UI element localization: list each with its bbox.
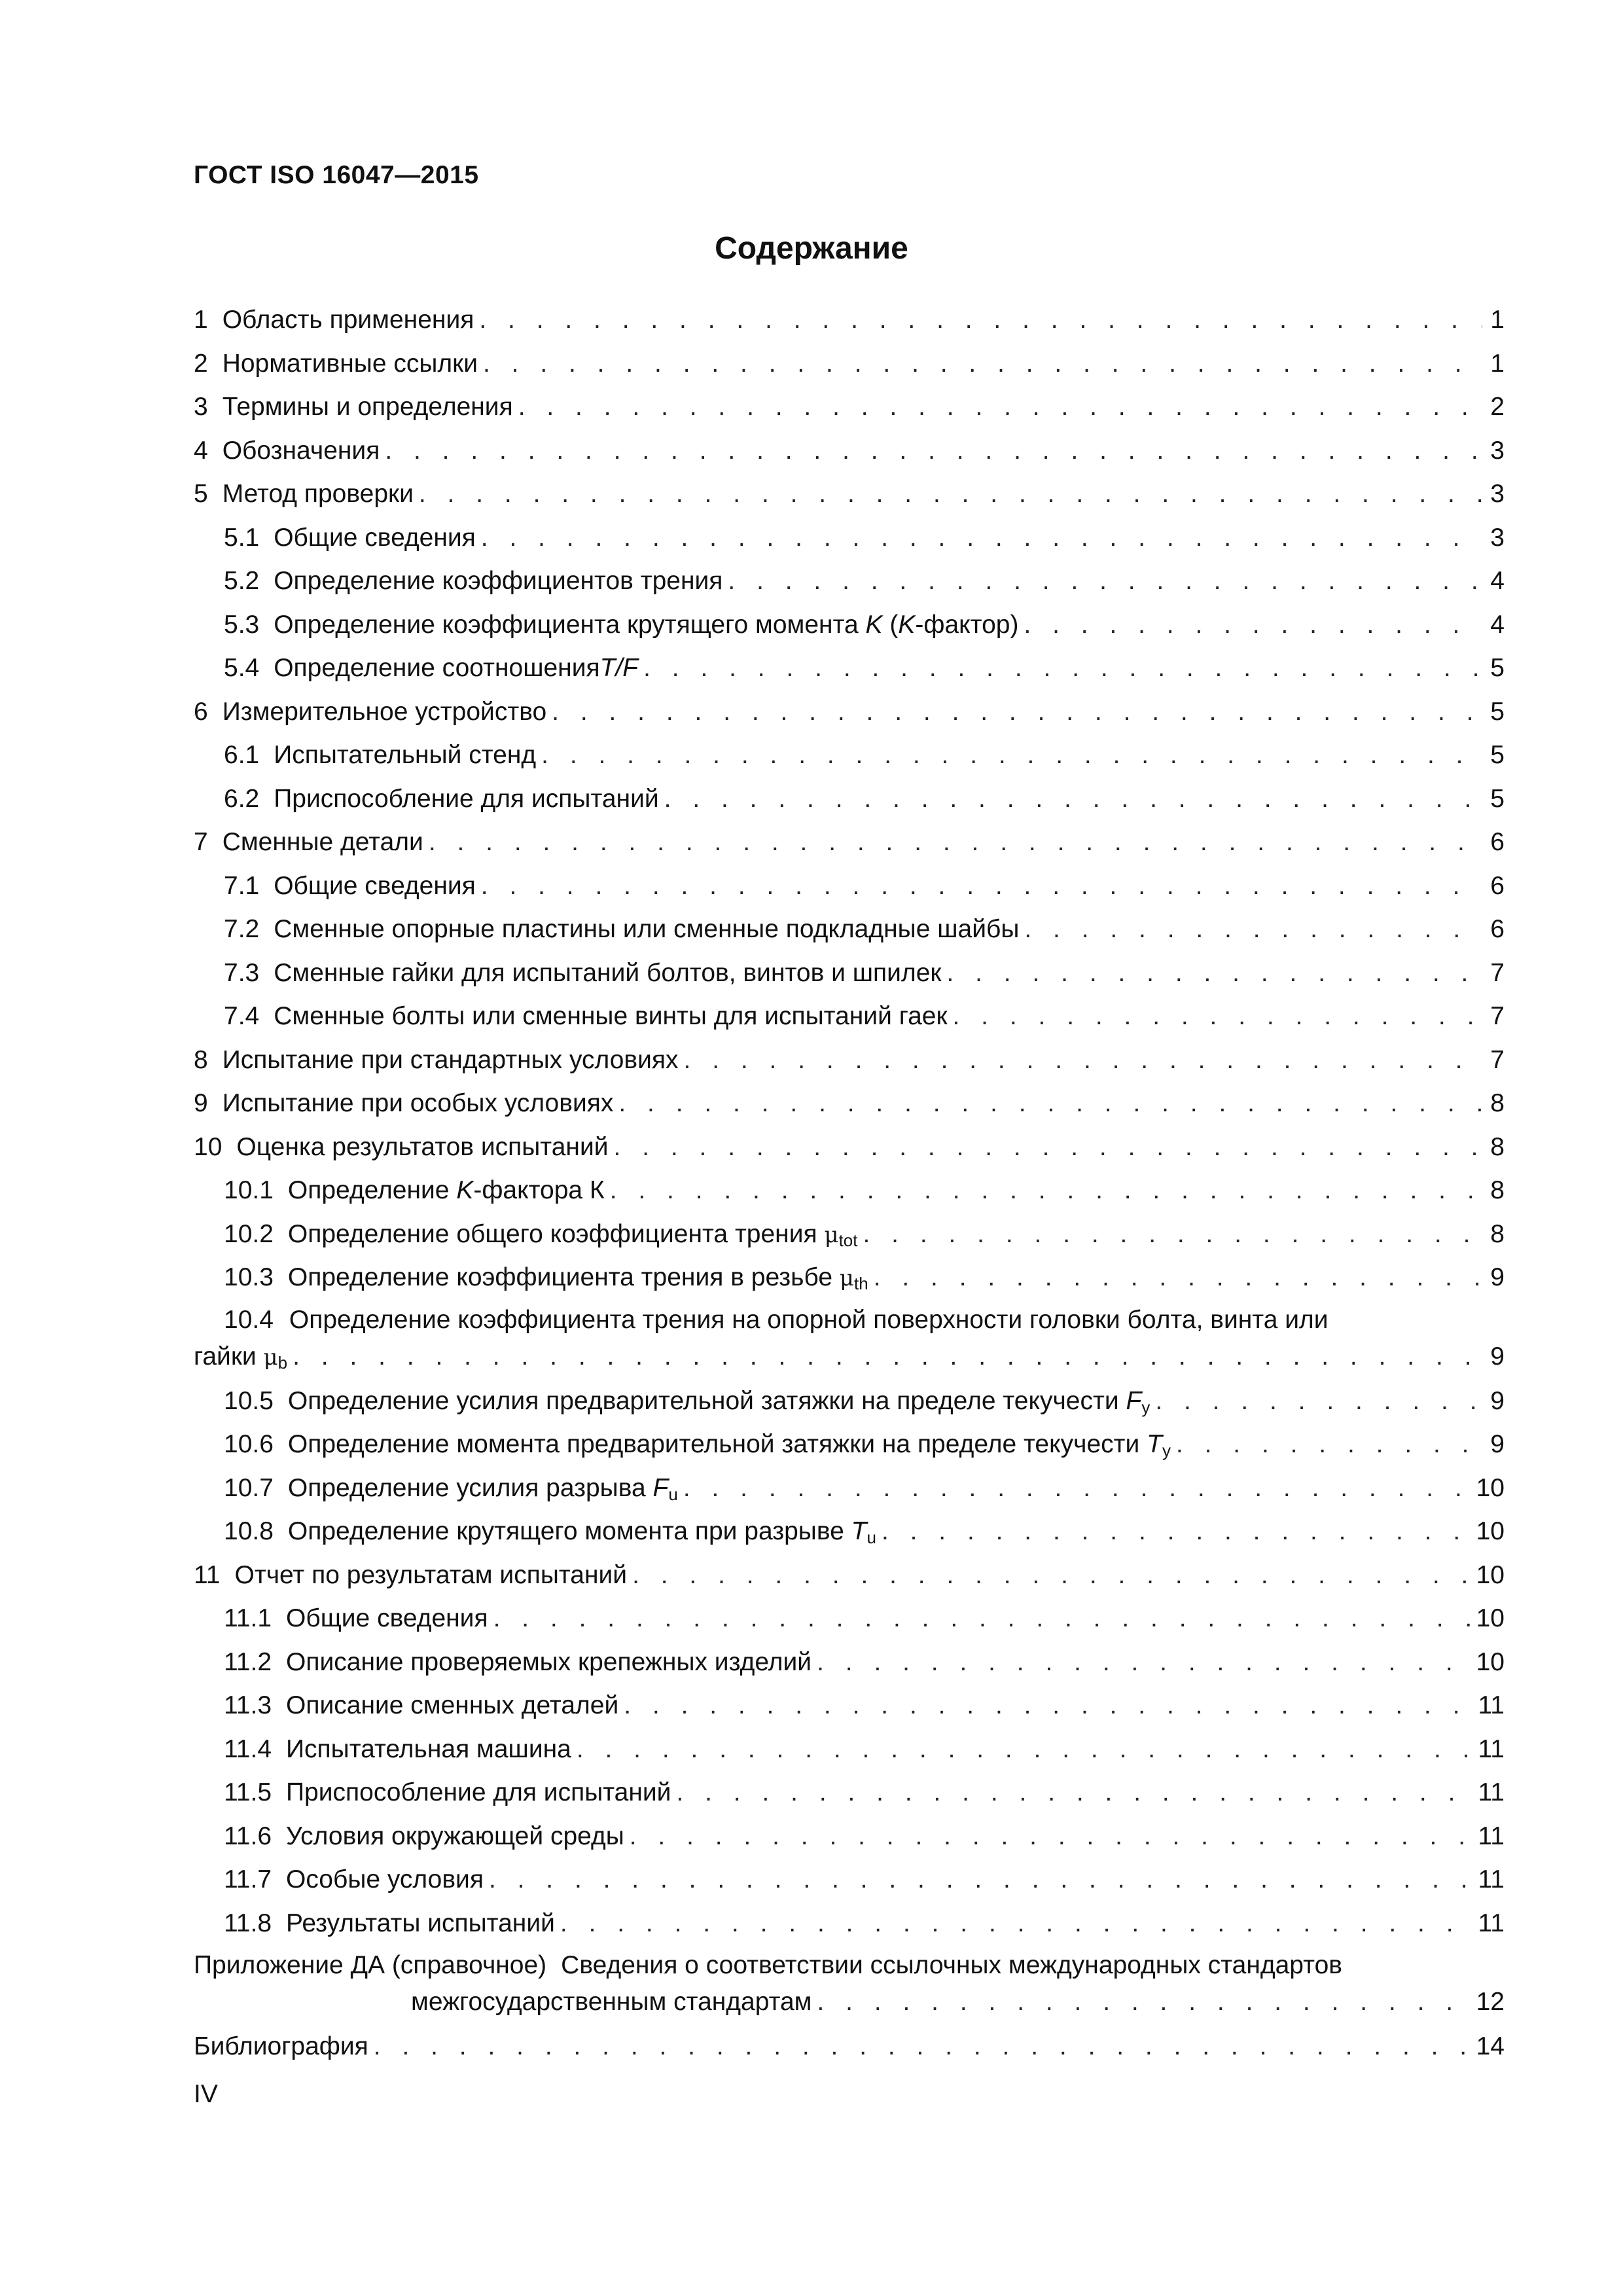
toc-entry-11-8[interactable] [194, 1904, 1505, 1948]
dot-leader [374, 2027, 1474, 2066]
dot-leader [1024, 605, 1482, 645]
toc-entry-5-3[interactable] [194, 605, 1505, 649]
toc-title-part: гайки [194, 1342, 264, 1371]
dot-leader [610, 1171, 1482, 1210]
toc-number: 10.4 [224, 1305, 274, 1334]
subscript: u [866, 1528, 876, 1547]
toc-title-part: Определение усилия предварительной затяжки на пределе текучести [287, 1386, 1126, 1415]
dot-leader [419, 475, 1482, 514]
dot-leader [1155, 1382, 1482, 1421]
dot-leader [728, 562, 1482, 601]
toc-number: 11.3 [224, 1691, 272, 1719]
toc-page: 11 [1478, 1821, 1505, 1850]
dot-leader [874, 1258, 1482, 1297]
dot-leader [863, 1215, 1483, 1254]
toc-number: 8 [194, 1045, 208, 1074]
dot-leader [684, 1041, 1482, 1080]
toc-page: 11 [1478, 1865, 1505, 1893]
dot-leader [664, 780, 1482, 819]
dot-leader [541, 736, 1482, 775]
toc-title: Приспособление для испытаний [274, 784, 659, 813]
toc-title: Сменные болты или сменные винты для испытаний гаек [274, 1002, 948, 1030]
toc-number: 5.4 [224, 654, 260, 682]
dot-leader [518, 387, 1482, 427]
toc-page: 10 [1476, 1517, 1505, 1545]
toc-title-part: Определение крутящего момента при разрыве [287, 1517, 851, 1545]
toc-title [274, 649, 638, 688]
dot-leader [1176, 1425, 1482, 1464]
symbol-mu: μ [263, 1344, 278, 1371]
toc-title: Библиография [194, 2032, 368, 2060]
toc-title-part: Определение коэффициента трения в резьбе [287, 1263, 840, 1291]
toc-page: 7 [1490, 1002, 1505, 1030]
toc-page: 4 [1490, 567, 1505, 595]
toc-title: Определение коэффициентов трения [274, 567, 723, 595]
dot-leader [676, 1773, 1475, 1812]
symbol-f: F [622, 654, 639, 682]
toc-title-part: / [615, 654, 623, 682]
toc-entry-10-7[interactable] [194, 1469, 1505, 1513]
toc-number: 7 [194, 828, 208, 856]
toc-page: 5 [1490, 784, 1505, 813]
toc-title-part: ( [882, 610, 899, 639]
toc-entry-7-2[interactable] [194, 910, 1505, 954]
toc-page: 5 [1490, 697, 1505, 726]
toc-entry-appendix-da[interactable] [194, 1947, 1505, 2027]
toc-entry-3[interactable] [194, 387, 1505, 431]
toc-title [288, 1258, 868, 1303]
toc-entry-5-2[interactable] [194, 562, 1505, 605]
toc-number: 10.8 [224, 1517, 274, 1545]
toc-page: 11 [1478, 1691, 1505, 1719]
dot-leader [577, 1730, 1476, 1769]
toc-entry-11-2[interactable] [194, 1643, 1505, 1687]
toc-page: 1 [1490, 349, 1505, 378]
toc-page: 12 [1476, 1988, 1505, 2016]
toc-title: Определение коэффициента трения на опорной поверхности головки болта, винта или [289, 1305, 1329, 1334]
toc-title [288, 1469, 678, 1514]
toc-title-part: -фактор) [915, 610, 1019, 639]
toc-entry-5[interactable] [194, 475, 1505, 518]
toc-title: Сменные опорные пластины или сменные подкладные шайбы [274, 915, 1020, 943]
toc-title: Оценка результатов испытаний [236, 1132, 609, 1161]
symbol-k: K [865, 610, 883, 639]
toc-number: 6.1 [224, 741, 260, 769]
dot-leader [614, 1128, 1482, 1167]
dot-leader [632, 1556, 1474, 1595]
toc-title [288, 1382, 1150, 1427]
symbol-t: T [599, 654, 616, 682]
subscript: u [668, 1484, 678, 1504]
toc-entry-7[interactable] [194, 823, 1505, 867]
dot-leader [1024, 910, 1482, 949]
dot-leader [493, 1599, 1474, 1638]
toc-number: 5.2 [224, 567, 260, 595]
toc-entry-11-6[interactable] [194, 1817, 1505, 1861]
toc-number: 7.4 [224, 1002, 260, 1030]
toc-title-part: Определение усилия разрыва [287, 1473, 653, 1502]
dot-leader [683, 1469, 1474, 1508]
toc-title: Нормативные ссылки [222, 349, 478, 378]
toc-title: Особые условия [286, 1865, 484, 1893]
toc-number: 6 [194, 697, 208, 726]
toc-number: 5.1 [224, 523, 260, 552]
toc-page: 6 [1490, 828, 1505, 856]
toc-number: 6.2 [224, 784, 260, 813]
toc-title: Сменные гайки для испытаний болтов, винтов и шпилек [274, 958, 942, 987]
toc-entry-10[interactable] [194, 1128, 1505, 1172]
toc-title: Обозначения [222, 436, 380, 465]
toc-number: 10.1 [224, 1176, 274, 1204]
toc-page: 8 [1490, 1089, 1505, 1117]
toc-page: 10 [1476, 1560, 1505, 1589]
symbol-t: T [1147, 1430, 1162, 1458]
toc-number: 4 [194, 436, 208, 465]
toc-entry-6-2[interactable] [194, 780, 1505, 823]
toc-title: Метод проверки [222, 480, 414, 508]
toc-title: Испытательный стенд [274, 741, 537, 769]
toc-page: 10 [1476, 1604, 1505, 1632]
toc-entry-11-4[interactable] [194, 1730, 1505, 1774]
dot-leader [489, 1860, 1476, 1899]
symbol-t: T [851, 1517, 867, 1545]
toc-entry-8[interactable] [194, 1041, 1505, 1085]
toc-number: 10.6 [224, 1430, 274, 1458]
subscript: tot [838, 1230, 858, 1250]
subscript: y [1141, 1397, 1150, 1417]
appendix-title-continued: межгосударственным стандартам [411, 1988, 812, 2016]
toc-entry-10-2[interactable] [194, 1215, 1505, 1259]
toc-number: 11.2 [224, 1647, 272, 1676]
toc-entry-11-1[interactable] [194, 1599, 1505, 1643]
toc-title [274, 605, 1018, 645]
dot-leader [817, 1643, 1474, 1682]
toc-title-part: Определение момента предварительной затяжки на пределе текучести [287, 1430, 1147, 1458]
toc-entry-11-7[interactable] [194, 1860, 1505, 1904]
toc-page: 6 [1490, 871, 1505, 900]
dot-leader [643, 649, 1482, 688]
dot-leader [481, 518, 1482, 558]
toc-title: Общие сведения [274, 523, 476, 552]
subscript: b [277, 1352, 288, 1372]
toc-title: Описание сменных деталей [286, 1691, 619, 1719]
toc-number: 11.1 [224, 1604, 272, 1632]
toc-title-part: Определение соотношения [274, 654, 600, 682]
toc-number: 11 [194, 1560, 221, 1589]
subscript: y [1162, 1441, 1171, 1460]
toc-page: 9 [1490, 1386, 1505, 1415]
toc-entry-11[interactable] [194, 1556, 1505, 1600]
dot-leader [429, 823, 1482, 862]
toc-page: 7 [1490, 1045, 1505, 1074]
toc-entry-9[interactable] [194, 1084, 1505, 1128]
toc-entry-11-5[interactable] [194, 1773, 1505, 1817]
toc-page: 2 [1490, 393, 1505, 421]
dot-leader [385, 431, 1482, 471]
subscript: th [854, 1274, 868, 1293]
toc-page: 3 [1490, 436, 1505, 465]
toc-title: Условия окружающей среды [286, 1821, 624, 1850]
toc-page: 3 [1490, 480, 1505, 508]
toc-number: 10 [194, 1132, 223, 1161]
toc-page: 11 [1478, 1778, 1505, 1806]
toc-entry-10-8[interactable] [194, 1512, 1505, 1556]
dot-leader [560, 1904, 1476, 1943]
dot-leader [882, 1512, 1474, 1551]
toc-title: Сменные детали [222, 828, 423, 856]
toc-number: 11.4 [224, 1734, 272, 1763]
toc-page: 10 [1476, 1473, 1505, 1502]
toc-entry-5-1[interactable] [194, 518, 1505, 562]
toc-number: 10.2 [224, 1219, 274, 1248]
toc-entry-6-1[interactable] [194, 736, 1505, 780]
toc-entry-10-5[interactable] [194, 1382, 1505, 1426]
toc-page: 8 [1490, 1132, 1505, 1161]
toc-page: 7 [1490, 958, 1505, 987]
toc-number: 5.3 [224, 610, 260, 639]
toc-title [288, 1215, 858, 1260]
toc-title: Область применения [222, 306, 474, 334]
symbol-f: F [1126, 1386, 1142, 1415]
symbol-k: K [898, 610, 916, 639]
page-title: Содержание [715, 231, 908, 266]
dot-leader [624, 1686, 1475, 1725]
toc-number: 3 [194, 393, 208, 421]
dot-leader [293, 1338, 1482, 1375]
toc-entry-10-3[interactable] [194, 1258, 1505, 1302]
toc-title: Испытание при стандартных условиях [222, 1045, 679, 1074]
toc-entry-6[interactable] [194, 692, 1505, 736]
toc-number: 1 [194, 306, 208, 334]
toc-title [288, 1425, 1171, 1470]
toc-number: 7.1 [224, 871, 260, 900]
toc-title: Приспособление для испытаний [286, 1778, 671, 1806]
appendix-label: Приложение ДА (справочное) [194, 1951, 547, 1979]
toc-number: 5 [194, 480, 208, 508]
toc-page: 5 [1490, 741, 1505, 769]
toc-title: Испытание при особых условиях [222, 1089, 614, 1117]
toc-title-part: -фактора К [473, 1176, 605, 1204]
toc-title: Результаты испытаний [286, 1909, 555, 1937]
dot-leader [552, 692, 1482, 732]
dot-leader [618, 1084, 1482, 1123]
toc-page: 10 [1476, 1647, 1505, 1676]
toc-title-part: Определение общего коэффициента трения [287, 1219, 825, 1248]
toc-number: 11.6 [224, 1821, 272, 1850]
toc-page: 6 [1490, 915, 1505, 943]
toc-entry-10-4[interactable] [194, 1302, 1505, 1382]
toc-entry-7-4[interactable] [194, 997, 1505, 1041]
dot-leader [483, 344, 1482, 384]
toc-title: Отчет по результатам испытаний [234, 1560, 628, 1589]
toc-title: Описание проверяемых крепежных изделий [286, 1647, 812, 1676]
toc-number: 7.2 [224, 915, 260, 943]
dot-leader [946, 954, 1482, 993]
toc-page: 11 [1478, 1909, 1505, 1937]
toc-page: 11 [1478, 1734, 1505, 1763]
toc-page: 14 [1476, 2032, 1505, 2060]
toc-entry-10-6[interactable] [194, 1425, 1505, 1469]
toc-entry-11-3[interactable] [194, 1686, 1505, 1730]
toc-title-part: Определение [287, 1176, 457, 1204]
table-of-contents [194, 300, 1505, 2071]
toc-number: 2 [194, 349, 208, 378]
toc-entry-10-1[interactable] [194, 1171, 1505, 1215]
symbol-mu: μ [824, 1221, 839, 1248]
toc-number: 9 [194, 1089, 208, 1117]
toc-number: 11.5 [224, 1778, 272, 1806]
toc-number: 10.7 [224, 1473, 274, 1502]
dot-leader [817, 1984, 1474, 2020]
toc-page: 8 [1490, 1176, 1505, 1204]
dot-leader [630, 1817, 1476, 1856]
toc-page: 9 [1490, 1430, 1505, 1458]
toc-entry-4[interactable] [194, 431, 1505, 475]
toc-title-continued [194, 1338, 287, 1381]
toc-title-part: Определение коэффициента крутящего момента [274, 610, 866, 639]
toc-number: 10.3 [224, 1263, 274, 1291]
toc-title [288, 1171, 605, 1210]
toc-entry-bibliography[interactable] [194, 2027, 1505, 2071]
dot-leader [953, 997, 1482, 1036]
symbol-k: K [456, 1176, 474, 1204]
toc-title: Общие сведения [274, 871, 476, 900]
toc-number: 7.3 [224, 958, 260, 987]
toc-title [288, 1512, 876, 1557]
toc-entry-7-3[interactable] [194, 954, 1505, 997]
toc-page: 4 [1490, 610, 1505, 639]
toc-title: Термины и определения [222, 393, 513, 421]
toc-entry-5-4[interactable] [194, 649, 1505, 692]
toc-entry-2[interactable] [194, 344, 1505, 388]
appendix-title: Сведения о соответствии ссылочных международных стандартов [561, 1951, 1342, 1979]
toc-number: 11.8 [224, 1909, 272, 1937]
toc-entry-1[interactable] [194, 300, 1505, 344]
toc-page: 8 [1490, 1219, 1505, 1248]
toc-page: 9 [1490, 1263, 1505, 1291]
symbol-mu: μ [839, 1265, 855, 1291]
toc-page: 5 [1490, 654, 1505, 682]
dot-leader [481, 867, 1482, 906]
toc-page: 3 [1490, 523, 1505, 552]
toc-title: Измерительное устройство [222, 697, 547, 726]
symbol-f: F [652, 1473, 669, 1502]
toc-number: 11.7 [224, 1865, 272, 1893]
toc-page: 1 [1490, 306, 1505, 334]
toc-title: Общие сведения [286, 1604, 488, 1632]
document-code-header: ГОСТ ISO 16047—2015 [194, 161, 479, 189]
toc-entry-7-1[interactable] [194, 867, 1505, 910]
dot-leader [479, 300, 1482, 340]
toc-number: 10.5 [224, 1386, 274, 1415]
toc-page: 9 [1490, 1342, 1505, 1371]
page-number-roman: IV [194, 2080, 218, 2108]
toc-title: Испытательная машина [286, 1734, 571, 1763]
